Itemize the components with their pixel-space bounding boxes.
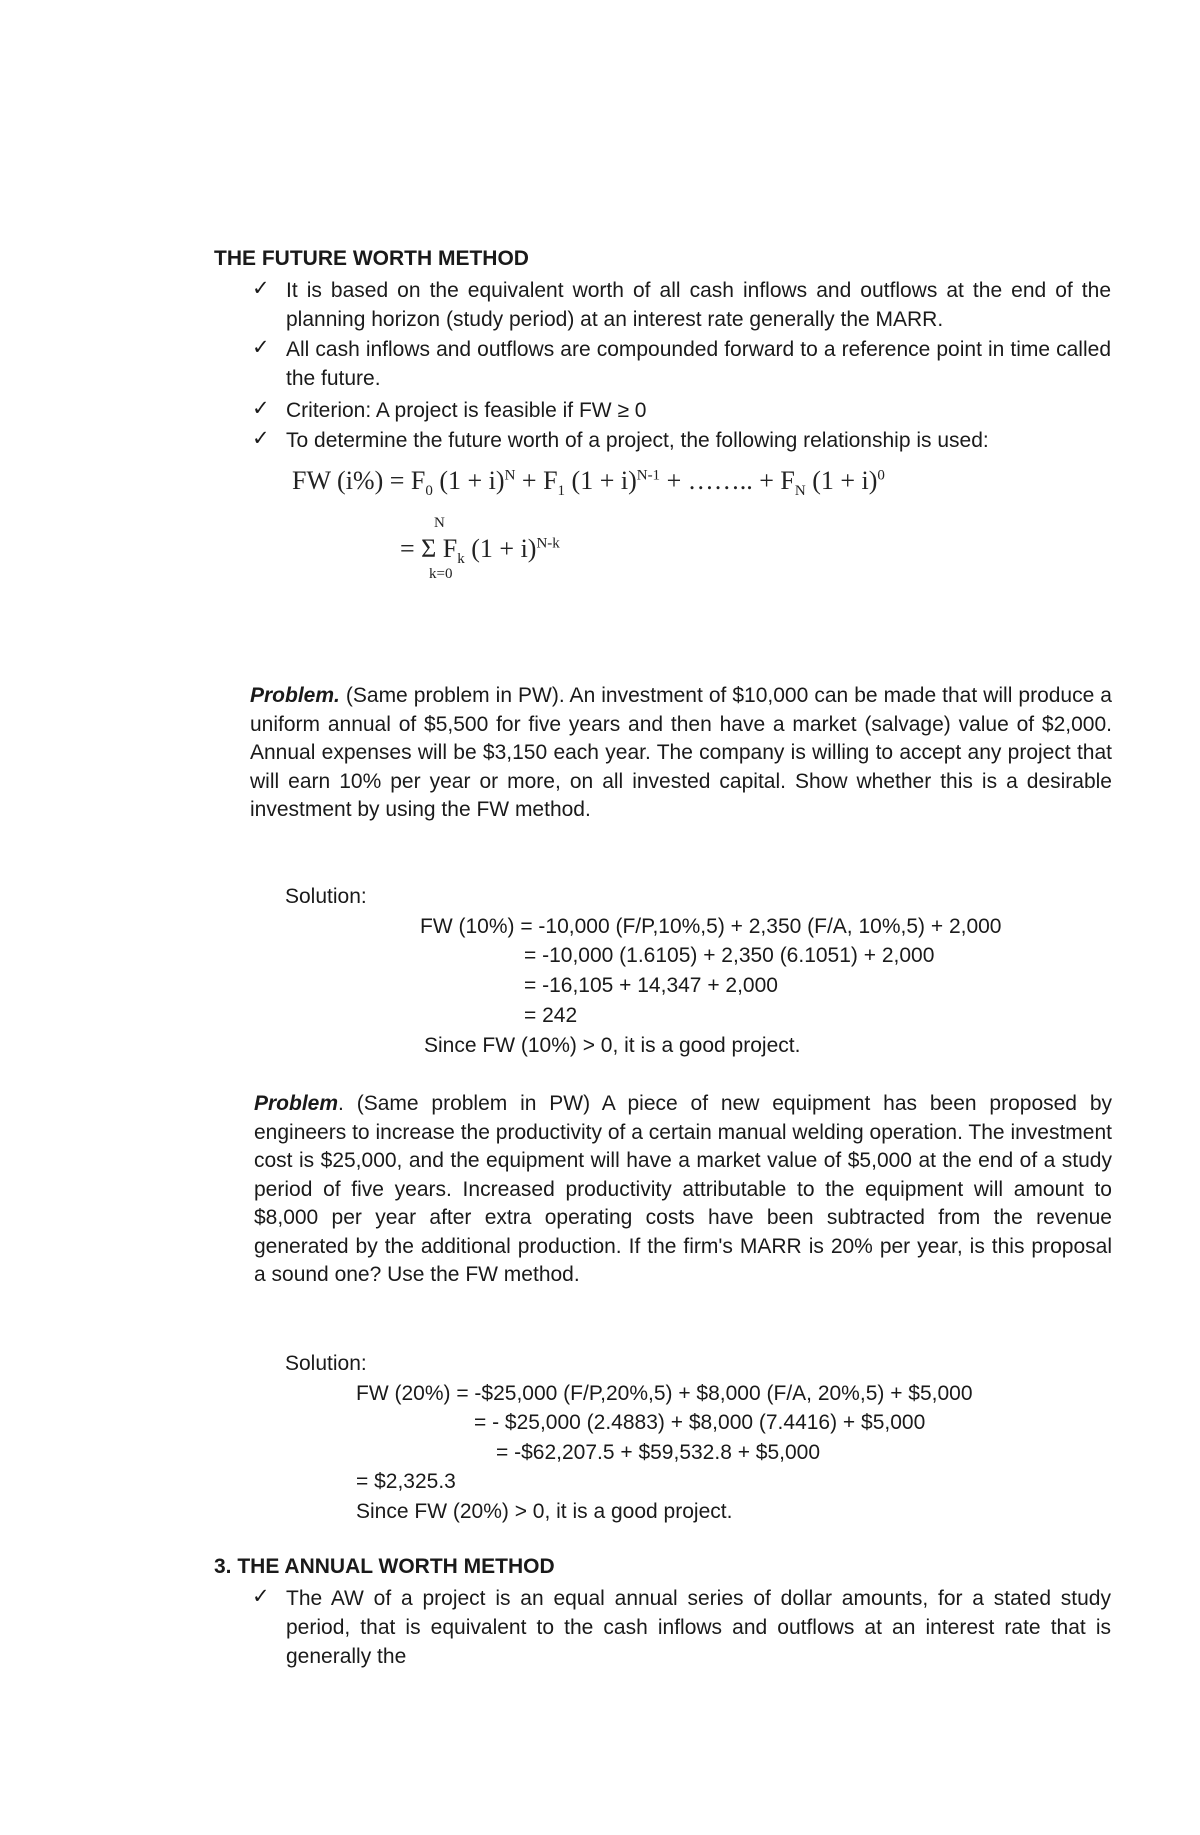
solution-2-line: = $2,325.3 <box>356 1470 456 1493</box>
bullet-item: The AW of a project is an equal annual series of dollar amounts, for a stated study period, that is equivalent to the cash inflows and outflows at an interest rate that is generally the <box>286 1587 1111 1668</box>
solution-2-conclusion: Since FW (20%) > 0, it is a good project. <box>356 1500 733 1523</box>
solution-label: Solution: <box>285 885 367 908</box>
bullet-item: All cash inflows and outflows are compounded forward to a reference point in time called the future. <box>286 338 1111 390</box>
solution-2-line: = - $25,000 (2.4883) + $8,000 (7.4416) + $5,000 <box>474 1411 926 1434</box>
check-icon: ✓ <box>252 427 270 450</box>
problem-1-statement: Problem. (Same problem in PW). An investment of $10,000 can be made that will produce a uniform annual of $5,500 for five years and then have a market (salvage) value of $2,000. Annual expenses will be $3,150 each year. The company is willing to accept any project that will earn 10% per year or more, on all invested capital. Show whether this is a desirable investment by using the FW method. <box>250 684 1112 821</box>
solution-1-line: FW (10%) = -10,000 (F/P,10%,5) + 2,350 (F/A, 10%,5) + 2,000 <box>420 915 1002 938</box>
problem-2-statement: Problem. (Same problem in PW) A piece of new equipment has been proposed by engineers to increase the productivity of a certain manual welding operation. The investment cost is $25,000, and the equipment will have a market value of $5,000 at the end of a study period of five years. Increased productivity attributable to the equipment will amount to $8,000 per year after extra operating costs have been subtracted from the revenue generated by the additional production. If the firm's MARR is 20% per year, is this proposal a sound one? Use the FW method. <box>254 1092 1112 1286</box>
problem-label: Problem. <box>250 684 340 707</box>
solution-1-line: = 242 <box>524 1004 578 1027</box>
check-icon: ✓ <box>252 397 270 420</box>
solution-1-conclusion: Since FW (10%) > 0, it is a good project. <box>424 1034 801 1057</box>
section-title-future-worth: THE FUTURE WORTH METHOD <box>214 247 529 270</box>
summation-lower-limit: k=0 <box>429 566 453 582</box>
bullet-item: It is based on the equivalent worth of all cash inflows and outflows at the end of the planning horizon (study period) at an interest rate generally the MARR. <box>286 279 1111 331</box>
fw-formula-line-1: FW $(i\%) = F_0$ $(1 + i)^N + F_1$ $(1 + i)^{N-1}$ + …….. + $F_N$ $(1 + i)^0$ <box>292 466 885 500</box>
fw-formula-line-2: = Σ $F_k$ $(1 + i)^{N-k}$ <box>400 534 560 568</box>
solution-2-line: FW (20%) = -$25,000 (F/P,20%,5) + $8,000 (F/A, 20%,5) + $5,000 <box>356 1382 973 1405</box>
solution-1-line: = -10,000 (1.6105) + 2,350 (6.1051) + 2,000 <box>524 944 935 967</box>
solution-1-line: = -16,105 + 14,347 + 2,000 <box>524 974 778 997</box>
bullet-item: To determine the future worth of a project, the following relationship is used: <box>286 429 989 452</box>
check-icon: ✓ <box>252 1585 270 1608</box>
check-icon: ✓ <box>252 336 270 359</box>
solution-label: Solution: <box>285 1352 367 1375</box>
problem-label: Problem <box>254 1092 339 1115</box>
solution-2-line: = -$62,207.5 + $59,532.8 + $5,000 <box>496 1441 821 1464</box>
summation-upper-limit: N <box>434 515 445 531</box>
section-title-annual-worth: 3. THE ANNUAL WORTH METHOD <box>214 1555 555 1578</box>
check-icon: ✓ <box>252 277 270 300</box>
bullet-item: Criterion: A project is feasible if FW ≥ 0 <box>286 399 647 422</box>
